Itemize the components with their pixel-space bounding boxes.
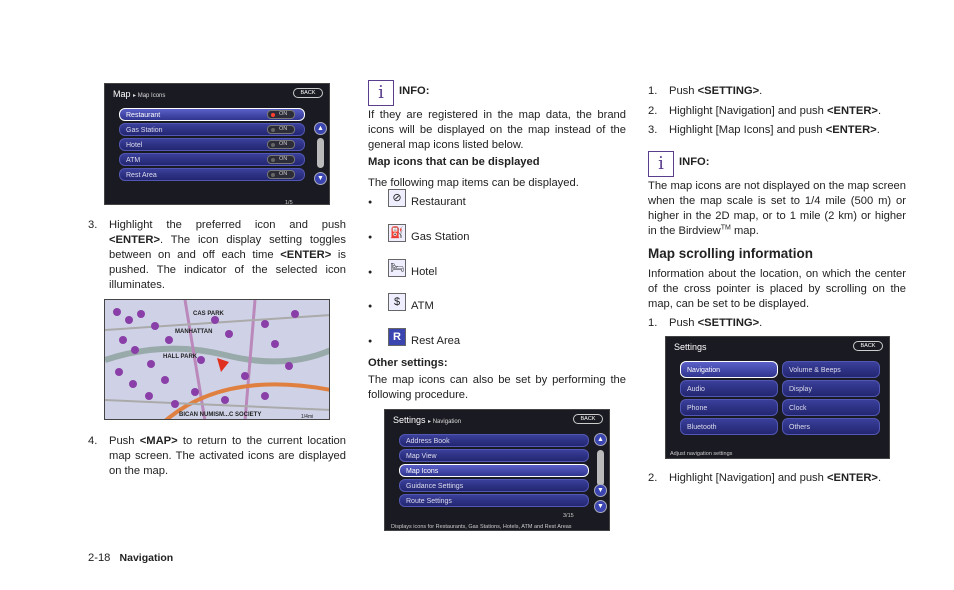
toggle-indicator (267, 155, 295, 164)
procedure-step (648, 104, 906, 120)
screen-title: Map ▸ Map Icons (113, 89, 166, 99)
procedure-step (648, 84, 906, 100)
procedure-step (648, 123, 906, 139)
settings-menu-item[interactable]: Bluetooth (680, 418, 778, 435)
settings-navigation-screen (384, 409, 610, 531)
indicator-light (271, 113, 275, 117)
info-text: The map icons are not displayed on the map screen when the map scale is set to 1/4 mile (500 m) or higher in the 2D map, or to 1 mile (2 km) or higher in the Birdview™ map. (648, 180, 906, 237)
screen-title: Settings (674, 342, 707, 352)
settings-menu-item[interactable]: Clock (782, 399, 880, 416)
menu-item[interactable]: ATM (119, 153, 305, 166)
scroll-down-button[interactable]: ▼ (594, 484, 607, 497)
section-text: Information about the location, on which the center of the cross pointer is placed by scrolling on the map, can be set to be displayed. (648, 268, 906, 310)
step-4-left: 4. Push <MAP> to return to the current location map screen. The activated icons are displayed on the map. (88, 435, 346, 477)
back-button[interactable]: BACK (573, 414, 603, 424)
section-heading: Map scrolling information (648, 246, 814, 261)
screen-title: Settings ▸ Navigation (393, 415, 462, 425)
scroll-step-2: 2. Highlight [Navigation] and push <ENTER>. (648, 472, 882, 484)
info-icon: i (368, 80, 394, 106)
toggle-state: ON (279, 126, 288, 132)
scroll-up-button[interactable]: ▲ (594, 433, 607, 446)
info-icon: i (648, 151, 674, 177)
map-street-label: CAS PARK (193, 311, 224, 317)
map-scale: 1/4mi (301, 414, 314, 420)
bullet-item (368, 227, 568, 250)
restaurant-icon: ⊘ (388, 189, 406, 207)
step-number: 1. (648, 85, 658, 97)
info-title: INFO: (399, 85, 430, 97)
menu-item[interactable]: Restaurant (119, 108, 305, 121)
menu-item[interactable]: Map Icons (399, 464, 589, 477)
hotel-icon: 🛏 (388, 259, 406, 277)
bullet-label: ATM (411, 300, 434, 312)
key-label: <SETTING> (697, 85, 760, 97)
key-label: <ENTER> (825, 124, 877, 136)
back-button[interactable]: BACK (853, 341, 883, 351)
map-icons-screen (104, 83, 330, 205)
settings-menu-item[interactable]: Display (782, 380, 880, 397)
info-title: INFO: (679, 156, 710, 168)
scroll-down-button[interactable]: ▼ (314, 172, 327, 185)
map-street-label: MANHATTAN (175, 329, 213, 335)
bullet-label: Rest Area (411, 335, 461, 347)
step-text: Push (669, 85, 698, 97)
section-text: The map icons can also be set by performing the following procedure. (368, 374, 626, 401)
bullet-item (368, 296, 568, 319)
map-view-image (104, 299, 330, 420)
toggle-indicator (267, 125, 295, 134)
rest-area-icon: R (388, 328, 406, 346)
scroll-up-button[interactable]: ▲ (314, 122, 327, 135)
scrollbar[interactable] (597, 450, 604, 486)
settings-menu-item[interactable]: Navigation (680, 361, 778, 378)
scroll-step-1: 1. Push <SETTING>. (648, 317, 763, 329)
settings-screen (665, 336, 890, 459)
bullet-label: Hotel (411, 266, 438, 278)
indicator-light (271, 143, 275, 147)
toggle-state: ON (279, 111, 288, 117)
indicator-light (271, 173, 275, 177)
map-street-label: BICAN NUMISM...C SOCIETY (179, 412, 262, 418)
toggle-indicator (267, 140, 295, 149)
back-button[interactable]: BACK (293, 88, 323, 98)
toggle-indicator (267, 110, 295, 119)
scroll-bottom-button[interactable]: ▼ (594, 500, 607, 513)
toggle-state: ON (279, 171, 288, 177)
section-heading: Other settings: (368, 357, 448, 369)
bullet-item (368, 192, 568, 215)
step-text: . (876, 124, 880, 136)
settings-menu-item[interactable]: Phone (680, 399, 778, 416)
toggle-state: ON (279, 141, 288, 147)
key-label: <ENTER> (826, 104, 878, 117)
page-footer (88, 551, 173, 566)
bullet-dot: ● (368, 338, 373, 345)
page-indicator: 3/15 (563, 513, 574, 519)
step-text: . (877, 104, 882, 117)
indicator-light (271, 128, 275, 132)
atm-icon: $ (388, 293, 406, 311)
info-text: If they are registered in the map data, the brand icons will be displayed on the map instead of the general map icons listed below. (368, 109, 626, 151)
toggle-state: ON (279, 156, 288, 162)
menu-item[interactable]: Address Book (399, 434, 589, 447)
screen-hint: Adjust navigation settings (670, 451, 733, 457)
bullet-dot: ● (368, 234, 373, 241)
step-number: 3. (648, 124, 658, 136)
step-text: Highlight [Navigation] and push (669, 104, 827, 117)
settings-menu-item[interactable]: Others (782, 418, 880, 435)
page-number: 2-18 (88, 552, 111, 564)
settings-menu-item[interactable]: Audio (680, 380, 778, 397)
menu-item[interactable]: Guidance Settings (399, 479, 589, 492)
bullet-label: Restaurant (411, 196, 466, 208)
scrollbar[interactable] (317, 138, 324, 168)
bullet-dot: ● (368, 303, 373, 310)
menu-item[interactable]: Hotel (119, 138, 305, 151)
screen-hint: Displays icons for Restaurants, Gas Stations, Hotels, ATM and Rest Areas (391, 524, 572, 530)
section-intro: The following map items can be displayed. (368, 177, 579, 189)
section-name: Navigation (119, 552, 174, 564)
toggle-indicator (267, 170, 295, 179)
gas-station-icon: ⛽ (388, 224, 406, 242)
menu-item[interactable]: Route Settings (399, 494, 589, 507)
bullet-item (368, 331, 568, 354)
section-heading: Map icons that can be displayed (368, 156, 540, 168)
page-indicator: 1/5 (285, 200, 293, 205)
indicator-light (271, 158, 275, 162)
step-3-left: 3. Highlight the preferred icon and push <ENTER>. The icon display setting toggles between on and off each time <ENTER> is pushed. The indicator of the selected icon illuminates. (88, 219, 347, 291)
map-street-label: HALL PARK (163, 354, 198, 360)
bullet-dot: ● (368, 199, 373, 206)
bullet-label: Gas Station (411, 231, 470, 243)
menu-item[interactable]: Map View (399, 449, 589, 462)
settings-menu-item[interactable]: Volume & Beeps (782, 361, 880, 378)
step-text: Highlight [Map Icons] and push (669, 124, 826, 136)
bullet-item (368, 262, 568, 285)
step-number: 2. (648, 104, 658, 117)
menu-item[interactable]: Rest Area (119, 168, 305, 181)
step-text: . (759, 85, 763, 97)
bullet-dot: ● (368, 269, 373, 276)
menu-item[interactable]: Gas Station (119, 123, 305, 136)
